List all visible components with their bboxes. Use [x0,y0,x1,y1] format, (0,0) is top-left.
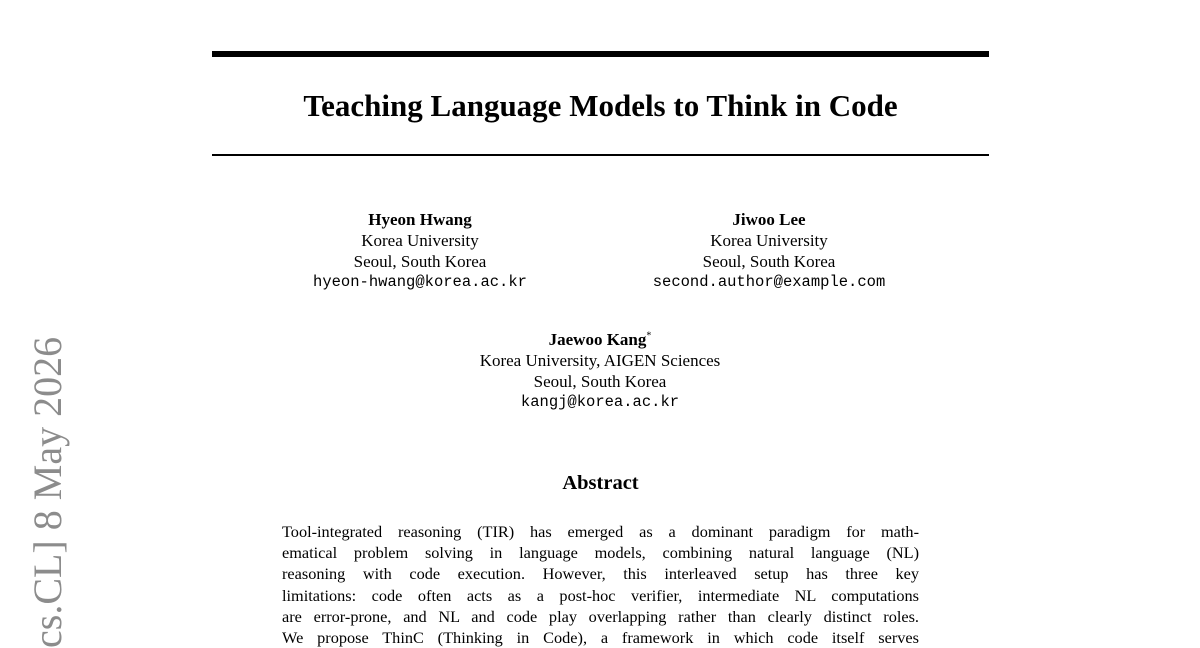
corresponding-author-marker: * [646,330,652,342]
abstract-line: Tool-integrated reasoning (TIR) has emerged as a dominant paradigm for math- [282,522,919,541]
author-location: Seoul, South Korea [353,252,487,271]
title-bottom-rule [212,154,989,156]
abstract-line: We propose ThinC (Thinking in Code), a framework in which code itself serves [282,628,919,648]
abstract-line: limitations: code often acts as a post-hoc verifier, intermediate NL computations [282,585,919,605]
author-affiliation: Korea University [710,231,828,250]
author-location: Seoul, South Korea [702,252,836,271]
author-affiliation: Korea University, AIGEN Sciences [479,351,721,370]
author-email[interactable]: hyeon-hwang@korea.ac.kr [313,273,527,291]
author-name: Jiwoo Lee [732,210,806,229]
abstract-line: ematical problem solving in language models, combining natural language (NL) [282,543,919,563]
author-name-line [400,329,800,350]
author-block-3 [400,329,800,413]
author-block-2 [619,209,919,293]
arxiv-identifier-stamp: cs.CL] 8 May 2026 [25,336,70,648]
author-email[interactable]: kangj@korea.ac.kr [520,393,680,411]
title-top-rule [212,51,989,57]
author-name: Hyeon Hwang [368,210,472,229]
author-block-1 [270,209,570,293]
abstract-line: are error-prone, and NL and code play overlapping rather than clearly distinct roles. [282,606,919,626]
abstract-body [282,521,919,648]
abstract-line: reasoning with code execution. However, this interleaved setup has three key [282,564,919,584]
author-email[interactable]: second.author@example.com [652,273,886,291]
abstract-heading: Abstract [562,472,639,494]
author-location: Seoul, South Korea [533,372,667,391]
author-affiliation: Korea University [361,231,479,250]
author-name: Jaewoo Kang [548,330,647,349]
paper-title: Teaching Language Models to Think in Code [303,88,898,123]
